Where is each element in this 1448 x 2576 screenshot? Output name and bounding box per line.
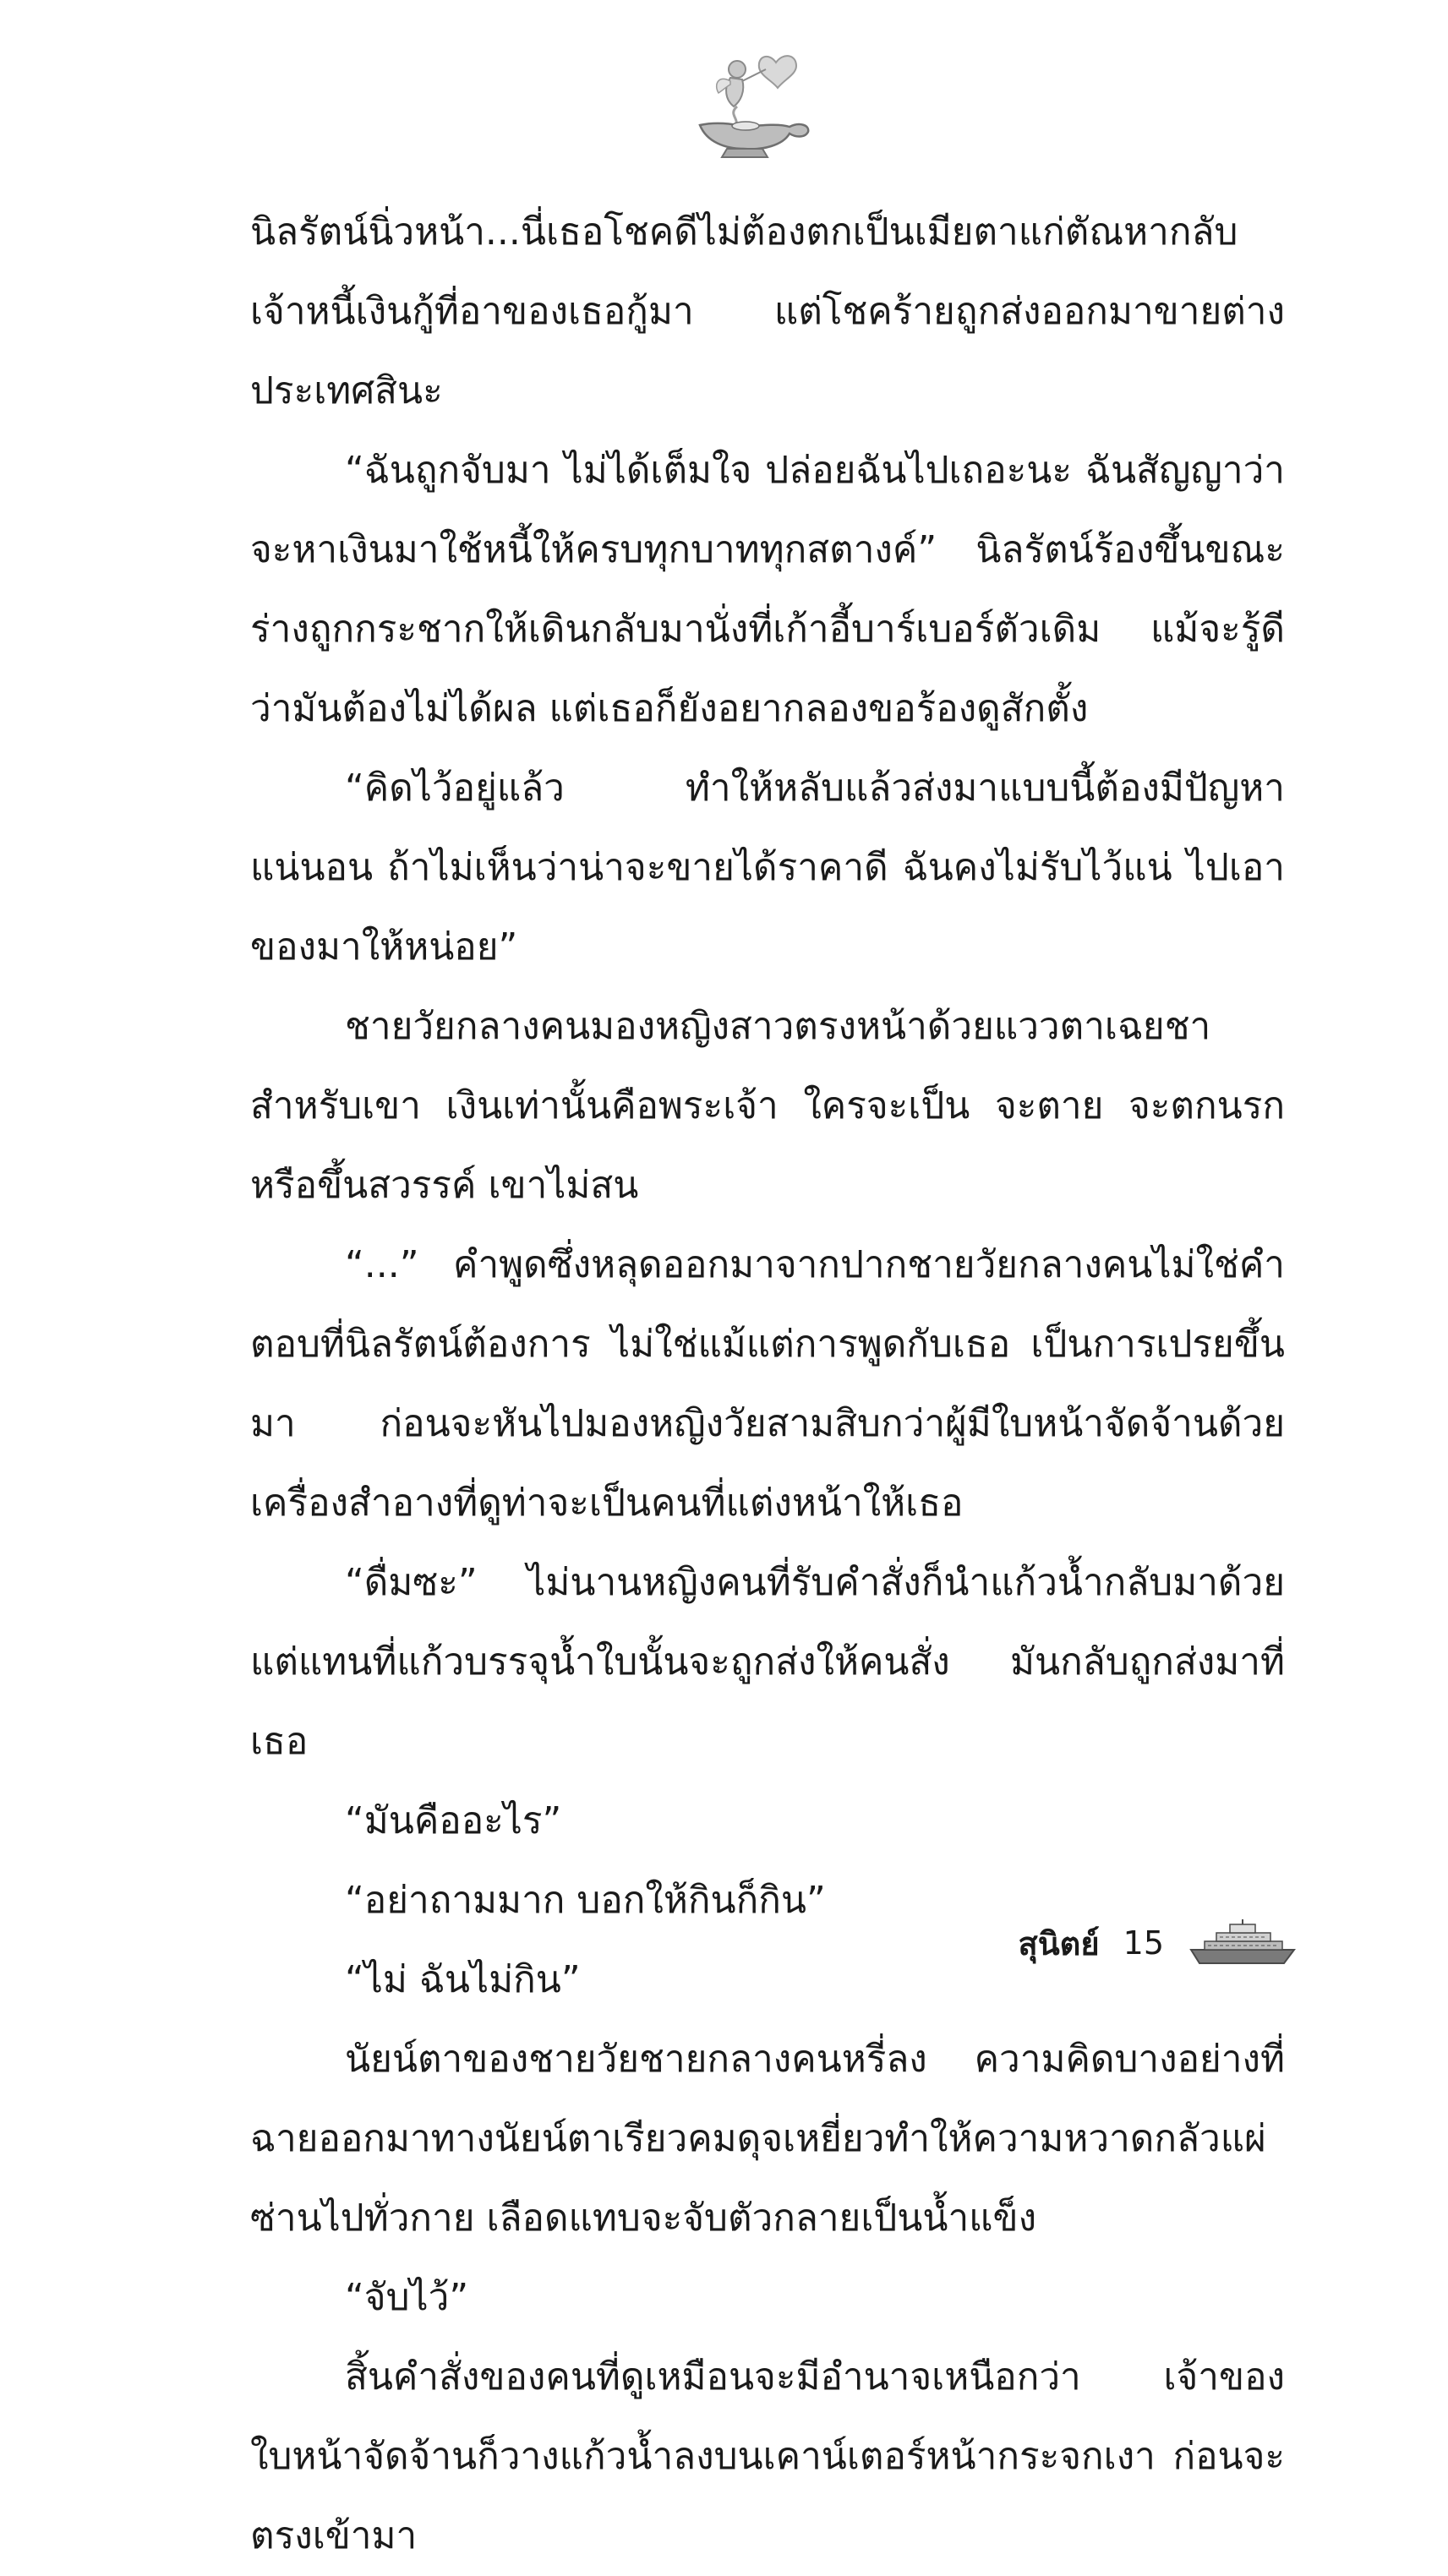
paragraph: ชายวัยกลางคนมองหญิงสาวตรงหน้าด้วยแววตาเฉยชา สำหรับเขา เงินเท่านั้นคือพระเจ้า ใครจะเป็น จะตาย จะตกนรกหรือขึ้นสวรรค์ เขาไม่สน	[250, 1005, 1285, 1207]
footer-author: สุนิตย์	[1018, 1924, 1100, 1962]
paragraph: “จับไว้”	[345, 2276, 469, 2319]
paragraph: สิ้นคำสั่งของคนที่ดูเหมือนจะมีอำนาจเหนือกว่า เจ้าของใบหน้าจัดจ้านก็วางแก้วน้ำลงบนเคาน์เตอร์หน้ากระจกเงา ก่อนจะตรงเข้ามา	[250, 2355, 1285, 2557]
paragraph: “ไม่ ฉันไม่กิน”	[345, 1958, 581, 2001]
paragraph: “ดื่มซะ” ไม่นานหญิงคนที่รับคำสั่งก็นำแก้วน้ำกลับมาด้วย แต่แทนที่แก้วบรรจุน้ำใบนั้นจะถูกส่งให้คนสั่ง มันกลับถูกส่งมาที่เธอ	[250, 1561, 1285, 1763]
paragraph: นิลรัตน์นิ่วหน้า...นี่เธอโชคดีไม่ต้องตกเป็นเมียตาแก่ตัณหากลับ เจ้าหนี้เงินกู้ที่อาของเธอกู้มา แต่โชคร้ายถูกส่งออกมาขายต่างประเทศสินะ	[250, 210, 1285, 412]
paragraph: “...” คำพูดซึ่งหลุดออกมาจากปากชายวัยกลางคนไม่ใช่คำตอบที่นิลรัตน์ต้องการ ไม่ใช่แม้แต่การพูดกับเธอ เป็นการเปรยขึ้นมา ก่อนจะหันไปมองหญิงวัยสามสิบกว่าผู้มีใบหน้าจัดจ้านด้วยเครื่องสำอางที่ดูท่าจะเป็นคนที่แต่งหน้าให้เธอ	[250, 1243, 1285, 1525]
paragraph: นัยน์ตาของชายวัยชายกลางคนหรี่ลง ความคิดบางอย่างที่ฉายออกมาทางนัยน์ตาเรียวคมดุจเหยี่ยวทำให้ความหวาดกลัวแผ่ซ่านไปทั่วกาย เลือดแทบจะจับตัวกลายเป็นน้ำแข็ง	[250, 2038, 1285, 2240]
paragraph: “ฉันถูกจับมา ไม่ได้เต็มใจ ปล่อยฉันไปเถอะนะ ฉันสัญญาว่าจะหาเงินมาใช้หนี้ให้ครบทุกบาททุกสตางค์” นิลรัตน์ร้องขึ้นขณะร่างถูกกระชากให้เดินกลับมานั่งที่เก้าอี้บาร์เบอร์ตัวเดิม แม้จะรู้ดีว่ามันต้องไม่ได้ผล แต่เธอก็ยังอยากลองขอร้องดูสักตั้ง	[250, 449, 1285, 730]
paragraph: “อย่าถามมาก บอกให้กินก็กิน”	[345, 1879, 826, 1922]
page-number: 15	[1123, 1924, 1164, 1962]
paragraph: “มันคืออะไร”	[345, 1799, 562, 1842]
ship-icon	[1188, 1918, 1298, 1968]
body-text	[250, 193, 1285, 2576]
paragraph: “คิดไว้อยู่แล้ว ทำให้หลับแล้วส่งมาแบบนี้ต้องมีปัญหาแน่นอน ถ้าไม่เห็นว่าน่าจะขายได้ราคาดี ฉันคงไม่รับไว้แน่ ไปเอาของมาให้หน่อย”	[250, 767, 1285, 969]
genie-lamp-cupid-icon	[681, 44, 825, 162]
page-footer	[1019, 1913, 1298, 1973]
